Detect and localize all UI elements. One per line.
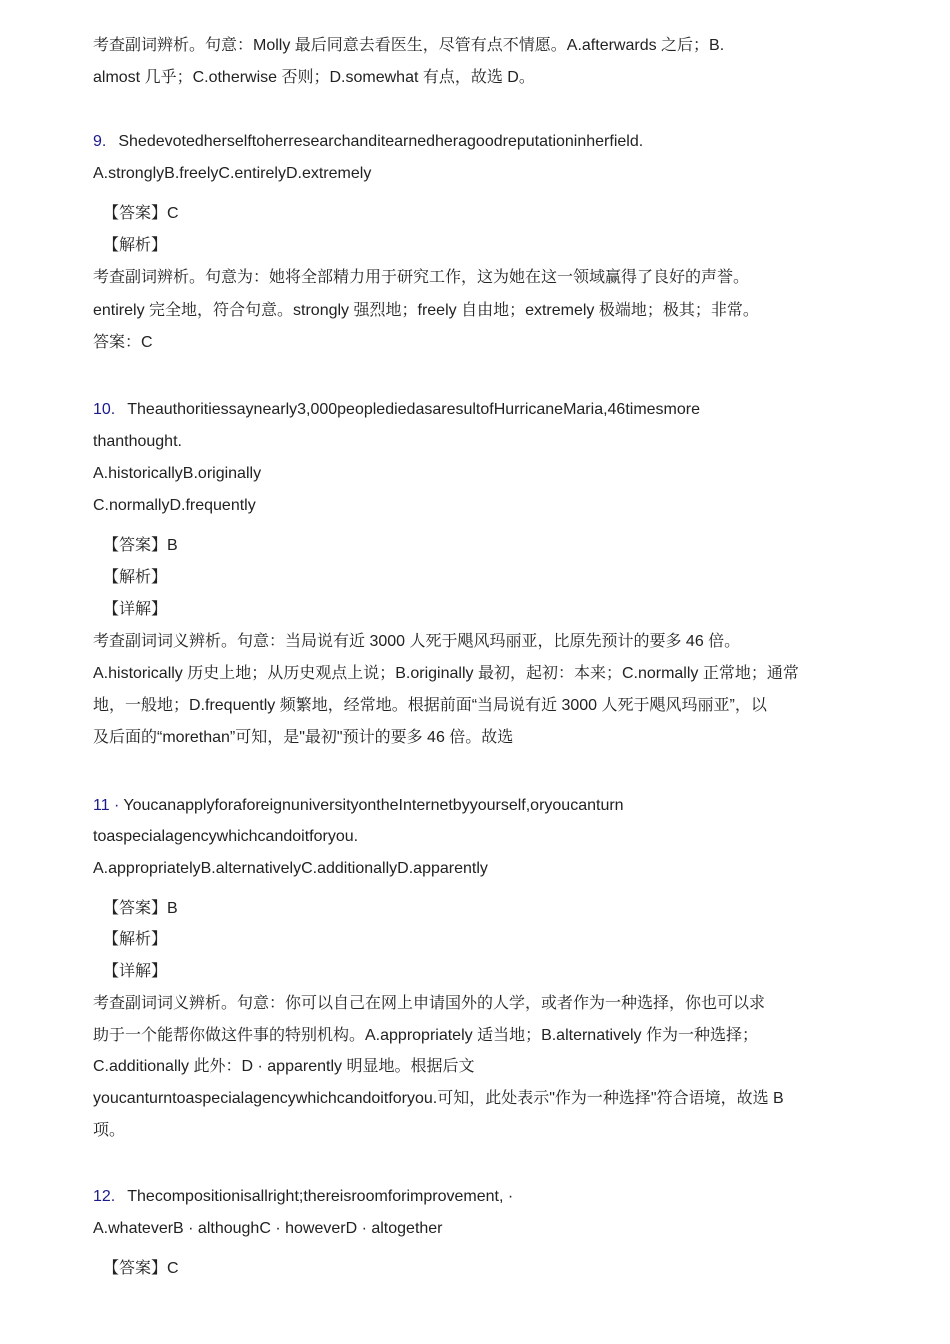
question-11-options: A.appropriatelyB.alternativelyC.additionallyD.apparently [93, 860, 488, 877]
question-12-options: A.whateverB · althoughC · howeverD · altogether [93, 1220, 443, 1237]
question-11-detail-4: youcanturntoaspecialagencywhichcandoitforyou.可知，此处表示"作为一种选择"符合语境，故选 B [93, 1090, 784, 1107]
question-text: YoucanapplyforaforeignuniversityontheInternetbyyourself,oryoucanturn [123, 797, 624, 814]
question-9-analysis-label: 【解析】 [103, 237, 168, 254]
question-11-detail-2: 助于一个能帮你做这件事的特别机构。A.appropriately 适当地；B.alternatively 作为一种选择； [93, 1027, 759, 1044]
question-9-analysis-1: 考查副词辨析。句意为：她将全部精力用于研究工作，这为她在这一领域赢得了良好的声誉。 [93, 269, 750, 286]
question-9-analysis-2: entirely 完全地，符合句意。strongly 强烈地；freely 自由地；extremely 极端地；极其；非常。 [93, 302, 759, 319]
question-11-answer: 【答案】B [103, 900, 178, 917]
question-9-answer: 【答案】C [103, 205, 179, 222]
intro-line-1: 考查副词辨析。句意：Molly 最后同意去看医生，尽管有点不情愿。A.afterwards 之后；B. [93, 37, 725, 54]
question-number: 12. [93, 1188, 116, 1205]
question-number: 11 · [93, 797, 120, 814]
question-number: 9. [93, 133, 107, 150]
question-number: 10. [93, 401, 116, 418]
question-12-stem [93, 1181, 513, 1213]
question-10-options-1: A.historicallyB.originally [93, 465, 262, 482]
question-9-analysis-3: 答案：C [93, 334, 153, 351]
question-10-detail-4: 及后面的“morethan”可知，是"最初"预计的要多 46 倍。故选 [93, 729, 514, 746]
question-10-options-2: C.normallyD.frequently [93, 497, 256, 514]
question-10-answer: 【答案】B [103, 537, 178, 554]
question-11-analysis-label: 【解析】 [103, 931, 168, 948]
question-12-answer: 【答案】C [103, 1260, 179, 1277]
question-10-analysis-label: 【解析】 [103, 569, 168, 586]
question-10-stem-2: thanthought. [93, 433, 182, 450]
question-11-stem-1 [93, 790, 624, 822]
question-10-detail-2: A.historically 历史上地；从历史观点上说；B.originally 最初，起初：本来；C.normally 正常地；通常 [93, 665, 799, 682]
question-11-stem-2: toaspecialagencywhichcandoitforyou. [93, 828, 359, 845]
question-10-detail-label: 【详解】 [103, 601, 168, 618]
question-9-stem [93, 126, 643, 158]
question-10-detail-3: 地，一般地；D.frequently 频繁地，经常地。根据前面“当局说有近 3000 人死于飓风玛丽亚”，以 [93, 697, 767, 714]
question-11-detail-3: C.additionally 此外：D · apparently 明显地。根据后文 [93, 1058, 475, 1075]
question-11-detail-1: 考查副词词义辨析。句意：你可以自己在网上申请国外的人学，或者作为一种选择，你也可以求 [93, 995, 766, 1012]
question-10-stem-1 [93, 394, 700, 426]
question-11-detail-5: 项。 [93, 1122, 126, 1139]
question-10-detail-1: 考查副词词义辨析。句意：当局说有近 3000 人死于飓风玛丽亚，比原先预计的要多 46 倍。 [93, 633, 741, 650]
question-text: Shedevotedherselftoherresearchanditearnedheragoodreputationinherfield. [118, 133, 644, 150]
question-9-options: A.stronglyB.freelyC.entirelyD.extremely [93, 165, 372, 182]
question-text: Thecompositionisallright;thereisroomforimprovement, · [127, 1188, 514, 1205]
question-11-detail-label: 【详解】 [103, 963, 168, 980]
intro-line-2: almost 几乎；C.otherwise 否则；D.somewhat 有点，故选 D。 [93, 69, 535, 86]
question-text: Theauthoritiessaynearly3,000peopledied​asaresultofHurricaneMaria,46timesmore [127, 401, 701, 418]
